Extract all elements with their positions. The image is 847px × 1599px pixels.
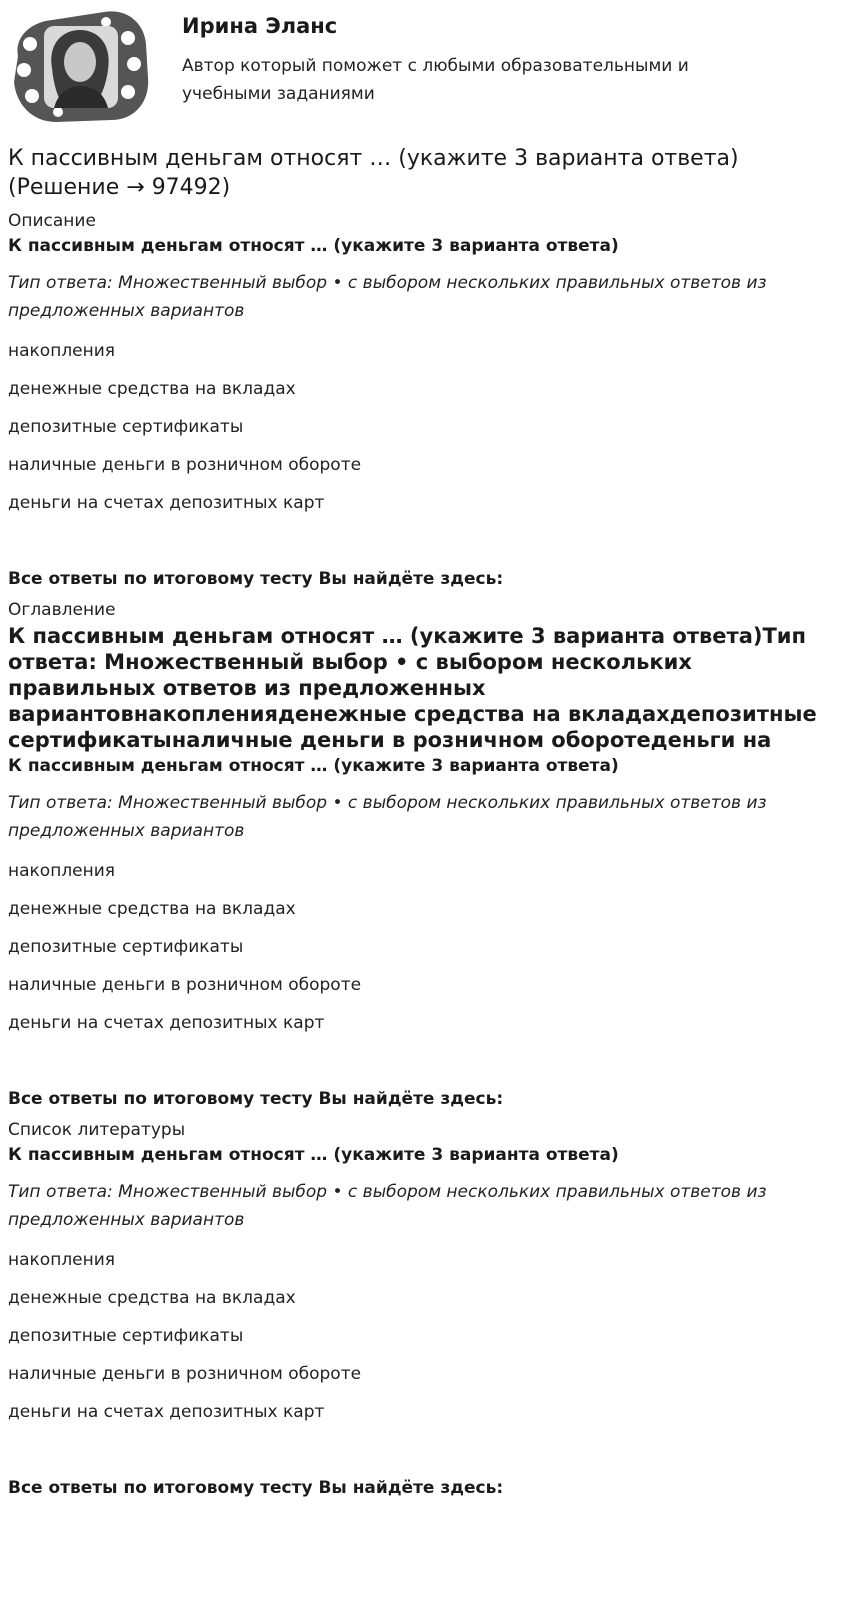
description-section <box>8 209 838 591</box>
answer-option: денежные средства на вкладах <box>8 379 296 399</box>
answer-type: Тип ответа: Множественный выбор • с выбором нескольких правильных ответов из предложенных вариантов <box>8 793 767 841</box>
answer-option: деньги на счетах депозитных карт <box>8 1402 325 1422</box>
all-answers-note: Все ответы по итоговому тесту Вы найдёте здесь: <box>8 569 504 589</box>
answer-option: накопления <box>8 1250 116 1270</box>
answer-option: наличные деньги в розничном обороте <box>8 455 362 475</box>
answer-option: денежные средства на вкладах <box>8 899 296 919</box>
answer-option: денежные средства на вкладах <box>8 1288 296 1308</box>
answer-option: наличные деньги в розничном обороте <box>8 975 362 995</box>
answer-option: депозитные сертификаты <box>8 937 244 957</box>
all-answers-note: Все ответы по итоговому тесту Вы найдёте здесь: <box>8 1478 504 1498</box>
page-title: К пассивным деньгам относят … (укажите 3 варианта ответа) (Решение → 97492) <box>8 146 739 200</box>
section-label-toc: Оглавление <box>8 600 116 620</box>
answer-option: депозитные сертификаты <box>8 417 244 437</box>
answer-option: депозитные сертификаты <box>8 1326 244 1346</box>
author-avatar <box>8 8 150 124</box>
section-label-literature: Список литературы <box>8 1120 186 1140</box>
author-name: Ирина Эланс <box>182 14 338 38</box>
answer-option: наличные деньги в розничном обороте <box>8 1364 362 1384</box>
answer-option: деньги на счетах депозитных карт <box>8 493 325 513</box>
section-label-description: Описание <box>8 211 96 231</box>
author-card <box>8 8 838 128</box>
main-content <box>8 144 838 1500</box>
literature-section <box>8 1118 838 1500</box>
question-title: К пассивным деньгам относят … (укажите 3 варианта ответа) <box>8 236 619 256</box>
question-title: К пассивным деньгам относят … (укажите 3 варианта ответа) <box>8 756 619 776</box>
answer-option: деньги на счетах депозитных карт <box>8 1013 325 1033</box>
toc-section <box>8 598 838 1111</box>
all-answers-note: Все ответы по итоговому тесту Вы найдёте здесь: <box>8 1089 504 1109</box>
author-description: Автор который поможет с любыми образовательными и учебными заданиями <box>182 56 689 104</box>
answer-type: Тип ответа: Множественный выбор • с выбором нескольких правильных ответов из предложенных вариантов <box>8 1182 767 1230</box>
answer-option: накопления <box>8 341 116 361</box>
toc-heading: К пассивным деньгам относят … (укажите 3 варианта ответа)Тип ответа: Множественный выбор • с выбором нескольких правильных ответов из предложенных вариантовнакопленияденежные средства на вкладахдепозитные сертификатыналичные деньги в розничном оборотеденьги на <box>8 624 817 752</box>
question-title: К пассивным деньгам относят … (укажите 3 варианта ответа) <box>8 1145 619 1165</box>
answer-option: накопления <box>8 861 116 881</box>
answer-type: Тип ответа: Множественный выбор • с выбором нескольких правильных ответов из предложенных вариантов <box>8 273 767 321</box>
